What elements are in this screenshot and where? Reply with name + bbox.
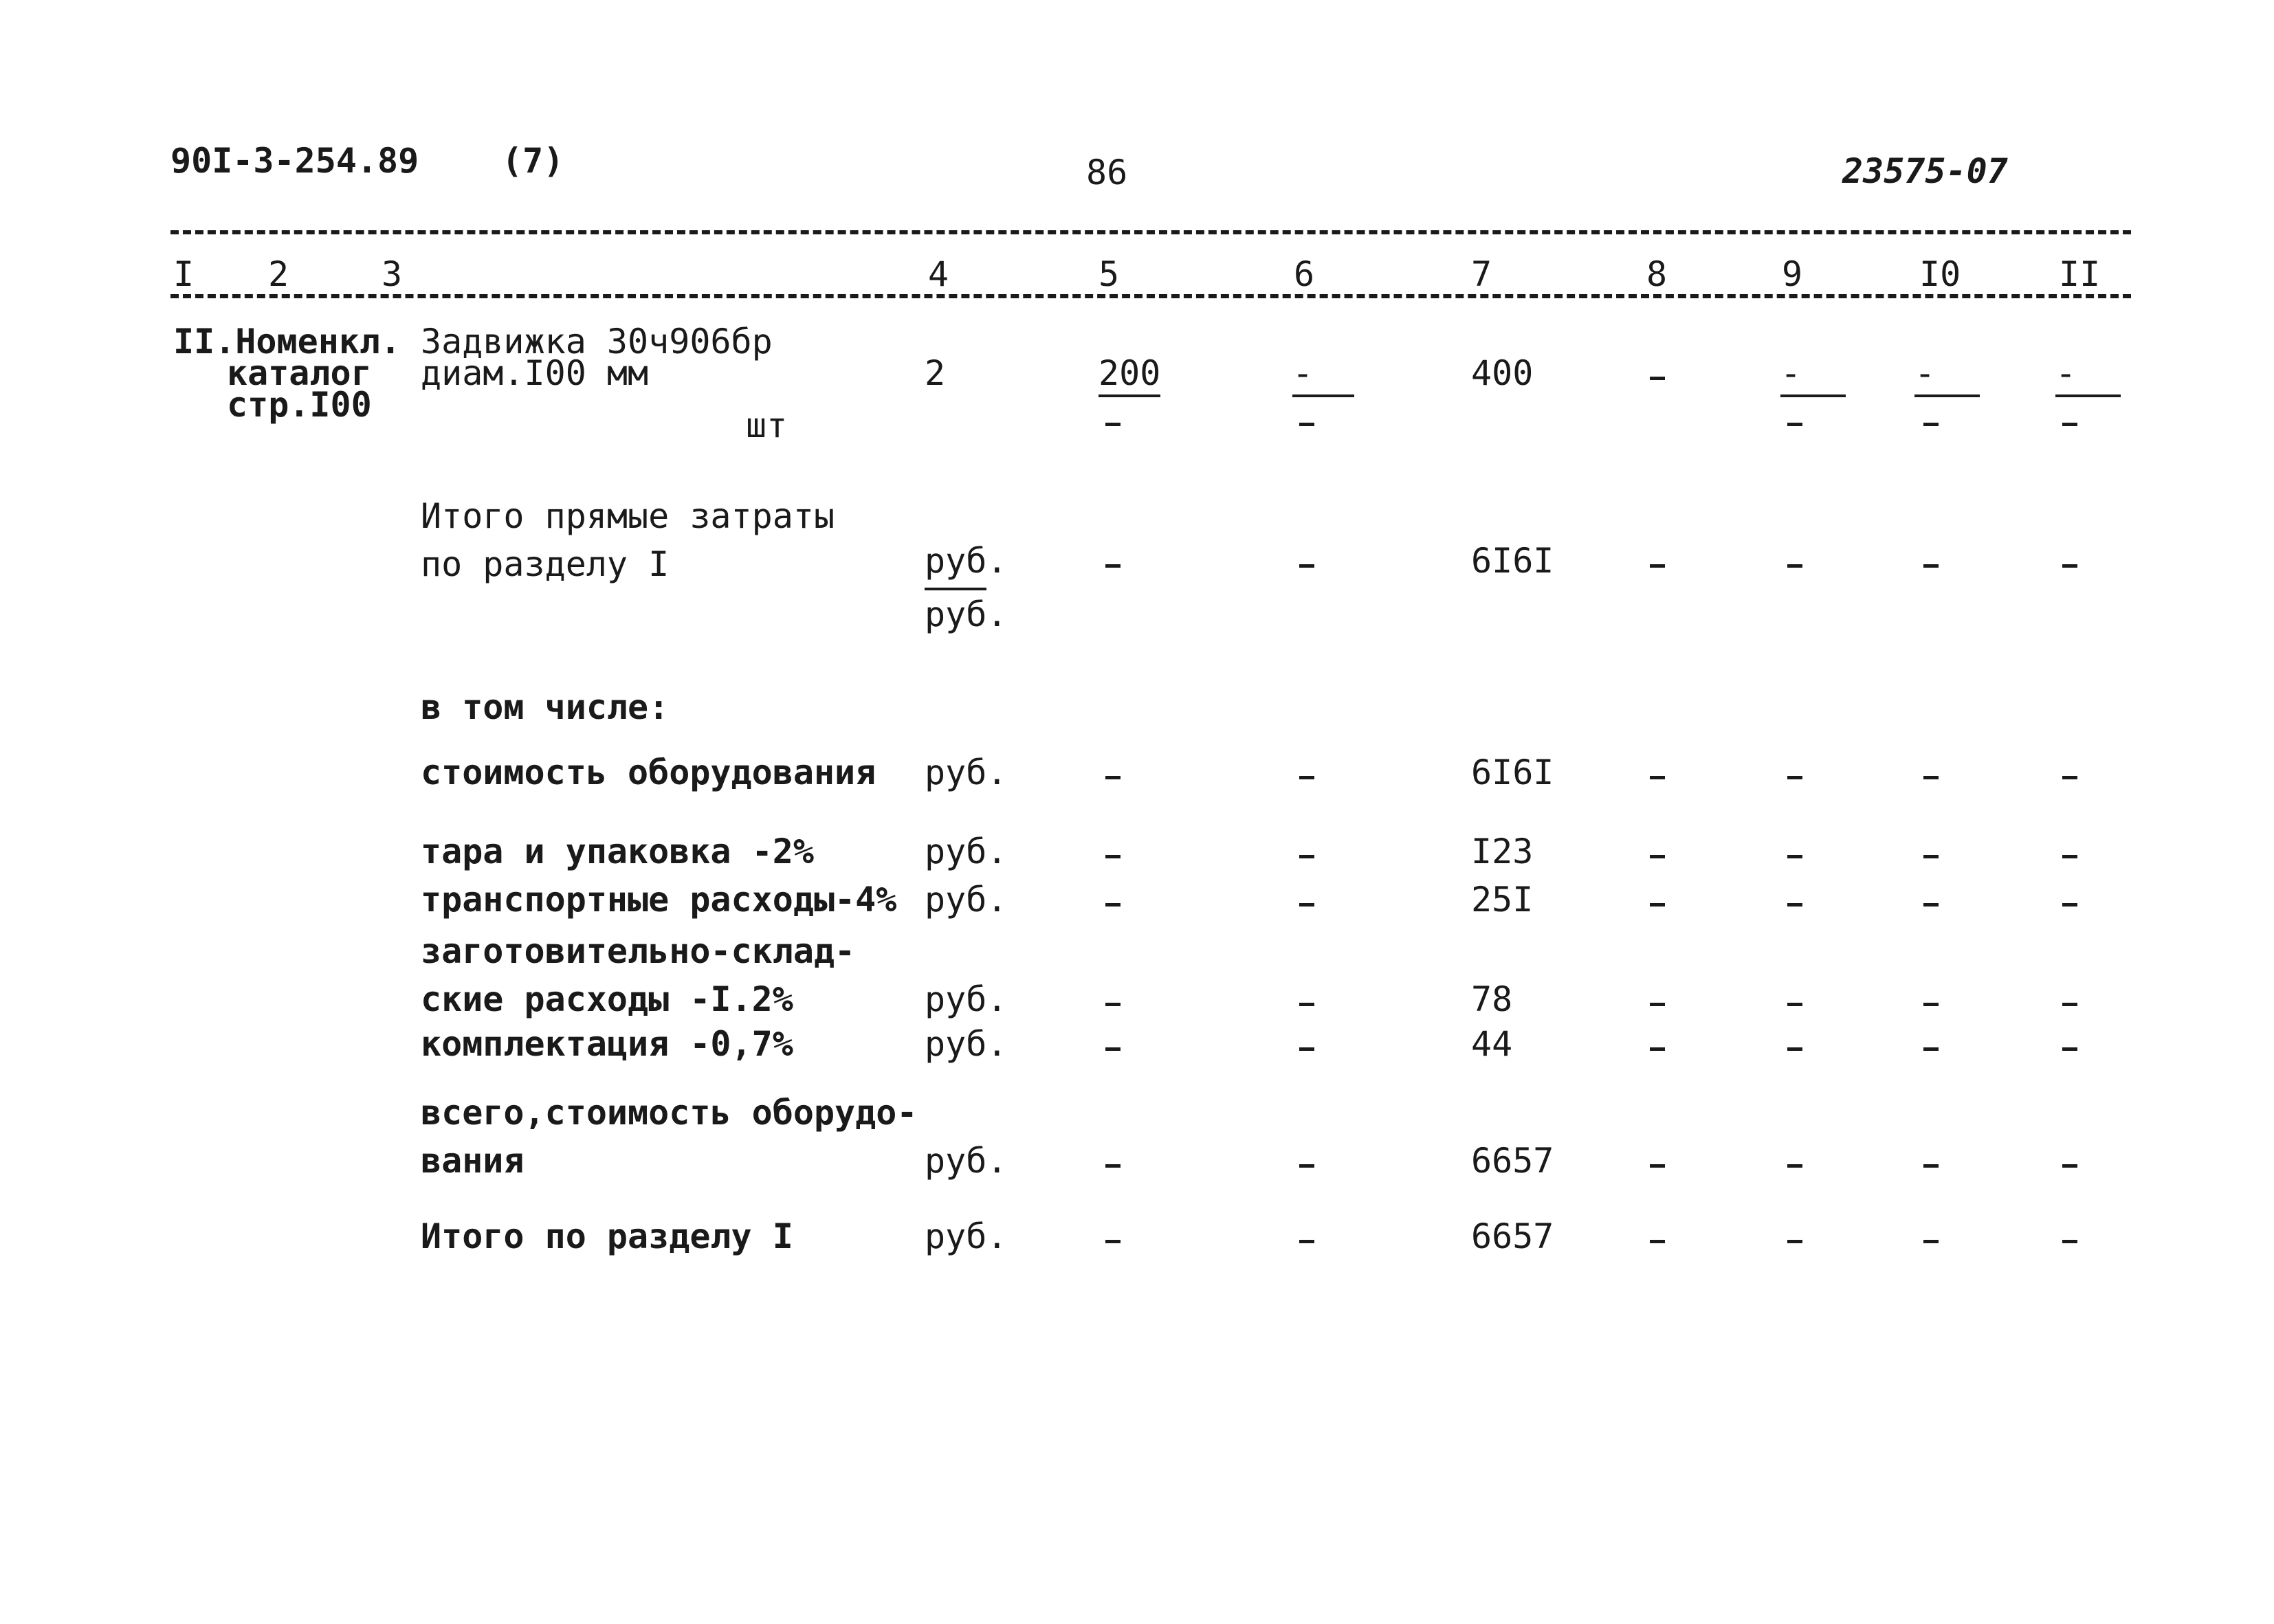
column-header: 7	[1471, 254, 1492, 294]
row-total: 6I6I	[1471, 753, 1554, 792]
dash-mark	[1650, 1240, 1665, 1243]
page-number: 86	[1086, 153, 1128, 192]
dash-mark	[1787, 1164, 1802, 1168]
item-name: диам.I00 мм	[421, 353, 649, 393]
dash-mark	[1105, 1240, 1121, 1243]
row-unit: руб.	[925, 753, 1008, 792]
dash-mark	[1105, 1164, 1121, 1168]
row-total: 6657	[1471, 1141, 1554, 1181]
dash-mark	[2062, 423, 2077, 426]
row-total: 6657	[1471, 1216, 1554, 1256]
row-label: стоимость оборудования	[421, 753, 876, 792]
dash-mark	[1299, 564, 1314, 568]
row-total: 6I6I	[1471, 541, 1554, 581]
item-col10: -	[1914, 353, 1980, 397]
item-source-line: каталог	[227, 353, 372, 393]
dash-mark	[1650, 776, 1665, 779]
item-col9: -	[1780, 353, 1846, 397]
row-unit: руб.	[925, 979, 1008, 1019]
dash-mark	[1650, 377, 1665, 380]
fraction-bar	[925, 588, 986, 590]
dash-mark	[1923, 855, 1939, 858]
row-label: заготовительно-склад-	[421, 931, 856, 971]
dash-mark	[1299, 1003, 1314, 1006]
dash-mark	[1105, 903, 1121, 906]
item-name: Задвижка 30ч906бр	[421, 322, 773, 361]
dash-mark	[1787, 564, 1802, 568]
dash-mark	[1105, 776, 1121, 779]
row-label: Итого по разделу I	[421, 1216, 793, 1256]
dash-mark	[2062, 776, 2077, 779]
dash-mark	[1787, 1240, 1802, 1243]
dash-mark	[1787, 903, 1802, 906]
item-col11: -	[2055, 353, 2121, 397]
row-unit: руб.	[925, 832, 1008, 871]
row-total: 44	[1471, 1024, 1513, 1064]
row-label: в том числе:	[421, 687, 670, 727]
column-header: 5	[1099, 254, 1120, 294]
row-label: транспортные расходы-4%	[421, 880, 897, 920]
row-label: Итого прямые затраты	[421, 496, 835, 536]
dash-mark	[1787, 423, 1802, 426]
sheet-code: 23575-07	[1842, 151, 2008, 191]
row-total: 25I	[1471, 880, 1534, 920]
dash-mark	[1650, 903, 1665, 906]
dash-mark	[1105, 423, 1121, 426]
dash-mark	[1299, 903, 1314, 906]
column-header: I0	[1919, 254, 1961, 294]
dash-mark	[1299, 1047, 1314, 1051]
dash-mark	[1105, 1003, 1121, 1006]
item-source-line: стр.I00	[227, 385, 372, 425]
dash-mark	[1787, 855, 1802, 858]
dash-mark	[1299, 855, 1314, 858]
column-header: 2	[268, 254, 289, 294]
column-header: 4	[928, 254, 949, 294]
dash-mark	[1650, 1164, 1665, 1168]
row-total: 78	[1471, 979, 1513, 1019]
dash-mark	[1105, 564, 1121, 568]
column-header: 8	[1646, 254, 1668, 294]
item-price: 200	[1099, 353, 1160, 397]
document-code: 90I-3-254.89	[170, 141, 419, 181]
dash-mark	[1650, 1047, 1665, 1051]
column-header: II	[2059, 254, 2101, 294]
dash-mark	[1787, 776, 1802, 779]
item-total: 400	[1471, 353, 1534, 393]
item-quantity: 2	[925, 353, 946, 393]
dash-mark	[1299, 1164, 1314, 1168]
dash-mark	[2062, 1047, 2077, 1051]
dash-mark	[1923, 423, 1939, 426]
dash-mark	[1923, 903, 1939, 906]
dash-mark	[1650, 564, 1665, 568]
dash-mark	[2062, 1164, 2077, 1168]
header-bottom-rule	[170, 294, 2131, 298]
row-total: I23	[1471, 832, 1534, 871]
dash-mark	[1650, 855, 1665, 858]
dash-mark	[2062, 855, 2077, 858]
dash-mark	[1923, 1164, 1939, 1168]
dash-mark	[1105, 855, 1121, 858]
item-unit: шт	[746, 405, 788, 445]
row-unit: руб.	[925, 1024, 1008, 1064]
dash-mark	[1105, 1047, 1121, 1051]
column-header: 3	[382, 254, 403, 294]
dash-mark	[1923, 564, 1939, 568]
item-col6: -	[1292, 353, 1354, 397]
row-unit: руб.	[925, 1141, 1008, 1181]
dash-mark	[1299, 1240, 1314, 1243]
row-label: комплектация -0,7%	[421, 1024, 793, 1064]
dash-mark	[1923, 776, 1939, 779]
dash-mark	[1299, 423, 1314, 426]
section-reference: (7)	[502, 141, 564, 181]
row-unit: руб.	[925, 594, 1008, 634]
dash-mark	[1923, 1240, 1939, 1243]
row-label: вания	[421, 1141, 525, 1181]
row-unit: руб.	[925, 541, 1008, 581]
dash-mark	[2062, 564, 2077, 568]
column-header: 6	[1294, 254, 1315, 294]
dash-mark	[1923, 1003, 1939, 1006]
row-label: тара и упаковка -2%	[421, 832, 814, 871]
dash-mark	[2062, 903, 2077, 906]
column-header: 9	[1782, 254, 1803, 294]
column-header: I	[173, 254, 195, 294]
dash-mark	[1923, 1047, 1939, 1051]
row-unit: руб.	[925, 1216, 1008, 1256]
dash-mark	[1787, 1003, 1802, 1006]
dash-mark	[2062, 1240, 2077, 1243]
dash-mark	[2062, 1003, 2077, 1006]
row-label: ские расходы -I.2%	[421, 979, 793, 1019]
dash-mark	[1787, 1047, 1802, 1051]
row-label: по разделу I	[421, 544, 670, 584]
dash-mark	[1299, 776, 1314, 779]
dash-mark	[1650, 1003, 1665, 1006]
row-unit: руб.	[925, 880, 1008, 920]
item-source-line: II.Номенкл.	[173, 322, 401, 361]
top-rule	[170, 230, 2131, 234]
row-label: всего,стоимость оборудо-	[421, 1093, 918, 1133]
